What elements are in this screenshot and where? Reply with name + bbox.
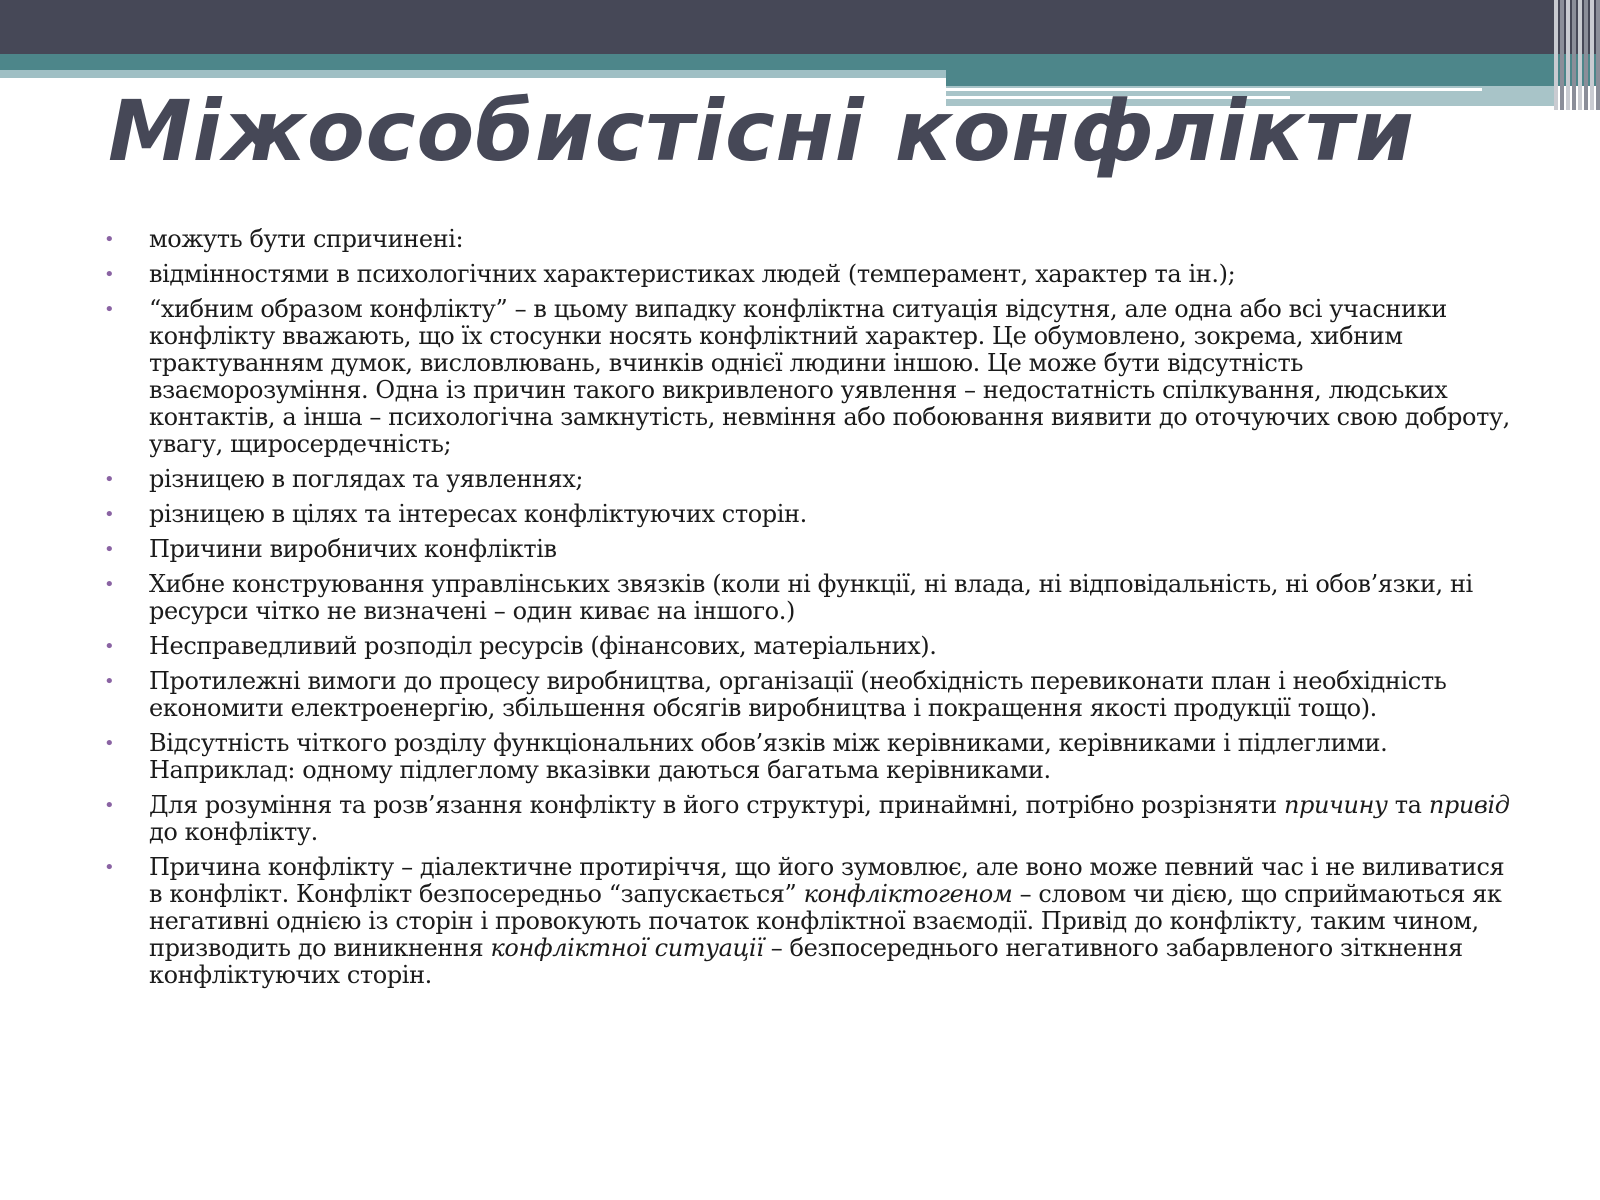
corner-stripes xyxy=(1554,0,1600,110)
bullet-icon: • xyxy=(104,299,115,320)
item-text: різницею в цілях та інтересах конфліктуючих сторін. xyxy=(149,500,807,528)
item-text: Хибне конструювання управлінських звязків (коли ні функції, ні влада, ні відповідальність, ні обов’язки, ні ресурси чітко не визначені – один киває на іншого.) xyxy=(149,570,1473,625)
list-item xyxy=(100,792,1520,846)
item-text: – безпосереднього негативного забарвленого зіткнення конфліктуючих сторін. xyxy=(149,934,1463,989)
list-item xyxy=(100,571,1520,625)
item-text: Для розуміння та розв’язання конфлікту в його структурі, принаймні, потрібно розрізняти xyxy=(149,791,1284,819)
item-text: різницею в поглядах та уявленнях; xyxy=(149,465,584,493)
item-text: – словом чи дією, що сприймаються як негативні однією із сторін і провокують початок конфліктної взаємодії. Привід до конфлікту, таким чином, призводить до виникнення xyxy=(149,880,1502,962)
bullet-icon: • xyxy=(104,857,115,878)
bullet-icon: • xyxy=(104,469,115,490)
bullet-icon: • xyxy=(104,574,115,595)
item-emphasis: привід xyxy=(1428,791,1510,819)
list-item xyxy=(100,730,1520,784)
list-item xyxy=(100,226,1520,253)
content-list xyxy=(100,226,1520,997)
item-text: та xyxy=(1387,791,1429,819)
header-band-light xyxy=(0,70,946,78)
list-item xyxy=(100,296,1520,458)
item-text: Протилежні вимоги до процесу виробництва, організації (необхідність перевиконати план і необхідність економити електроенергію, збільшення обсягів виробництва і покращення якості продукції тощо). xyxy=(149,667,1447,722)
item-text: “хибним образом конфлікту” – в цьому випадку конфліктна ситуація відсутня, але одна або всі учасники конфлікту вважають, що їх стосунки носять конфліктний характер. Це обумовлено, зокрема, хибним трактуванням думок, висловлювань, вчинків однієї людини іншою. Це може бути відсутність взаєморозуміння. Одна із причин такого викривленого уявлення – недостатність спілкування, людських контактів, а інша – психологічна замкнутість, невміння або побоювання виявити до оточуючих свою доброту, увагу, щиросердечність; xyxy=(149,295,1510,458)
bullet-icon: • xyxy=(104,671,115,692)
list-item xyxy=(100,261,1520,288)
bullet-icon: • xyxy=(104,264,115,285)
item-text: до конфлікту. xyxy=(149,818,318,846)
item-emphasis: конфліктної ситуації xyxy=(490,934,764,962)
bullet-icon: • xyxy=(104,733,115,754)
bullet-icon: • xyxy=(104,504,115,525)
item-text: відмінностями в психологічних характеристиках людей (темперамент, характер та ін.); xyxy=(149,260,1236,288)
list-item xyxy=(100,536,1520,563)
bullet-icon: • xyxy=(104,229,115,250)
item-emphasis: конфліктогеном xyxy=(803,880,1013,908)
list-item xyxy=(100,668,1520,722)
list-item xyxy=(100,854,1520,989)
header-band-dark xyxy=(0,0,1600,54)
item-text: Відсутність чіткого розділу функціональних обов’язків між керівниками, керівниками і підлеглими. Наприклад: одному підлеглому вказівки даються багатьма керівниками. xyxy=(149,729,1388,784)
bullet-icon: • xyxy=(104,795,115,816)
list-item xyxy=(100,633,1520,660)
bullet-icon: • xyxy=(104,539,115,560)
slide-title: Міжособистісні конфлікти xyxy=(108,82,1415,180)
header-band-teal xyxy=(0,54,1600,70)
bullet-icon: • xyxy=(104,636,115,657)
item-text: Причина конфлікту – діалектичне протиріччя, що його зумовлює, але воно може певний час і не виливатися в конфлікт. Конфлікт безпосередньо “запускається” xyxy=(149,853,1505,908)
item-emphasis: причину xyxy=(1283,791,1388,819)
item-text: Несправедливий розподіл ресурсів (фінансових, матеріальних). xyxy=(149,632,937,660)
list-item xyxy=(100,466,1520,493)
list-item xyxy=(100,501,1520,528)
item-text: Причини виробничих конфліктів xyxy=(149,535,557,563)
item-text: можуть бути спричинені: xyxy=(149,225,464,253)
